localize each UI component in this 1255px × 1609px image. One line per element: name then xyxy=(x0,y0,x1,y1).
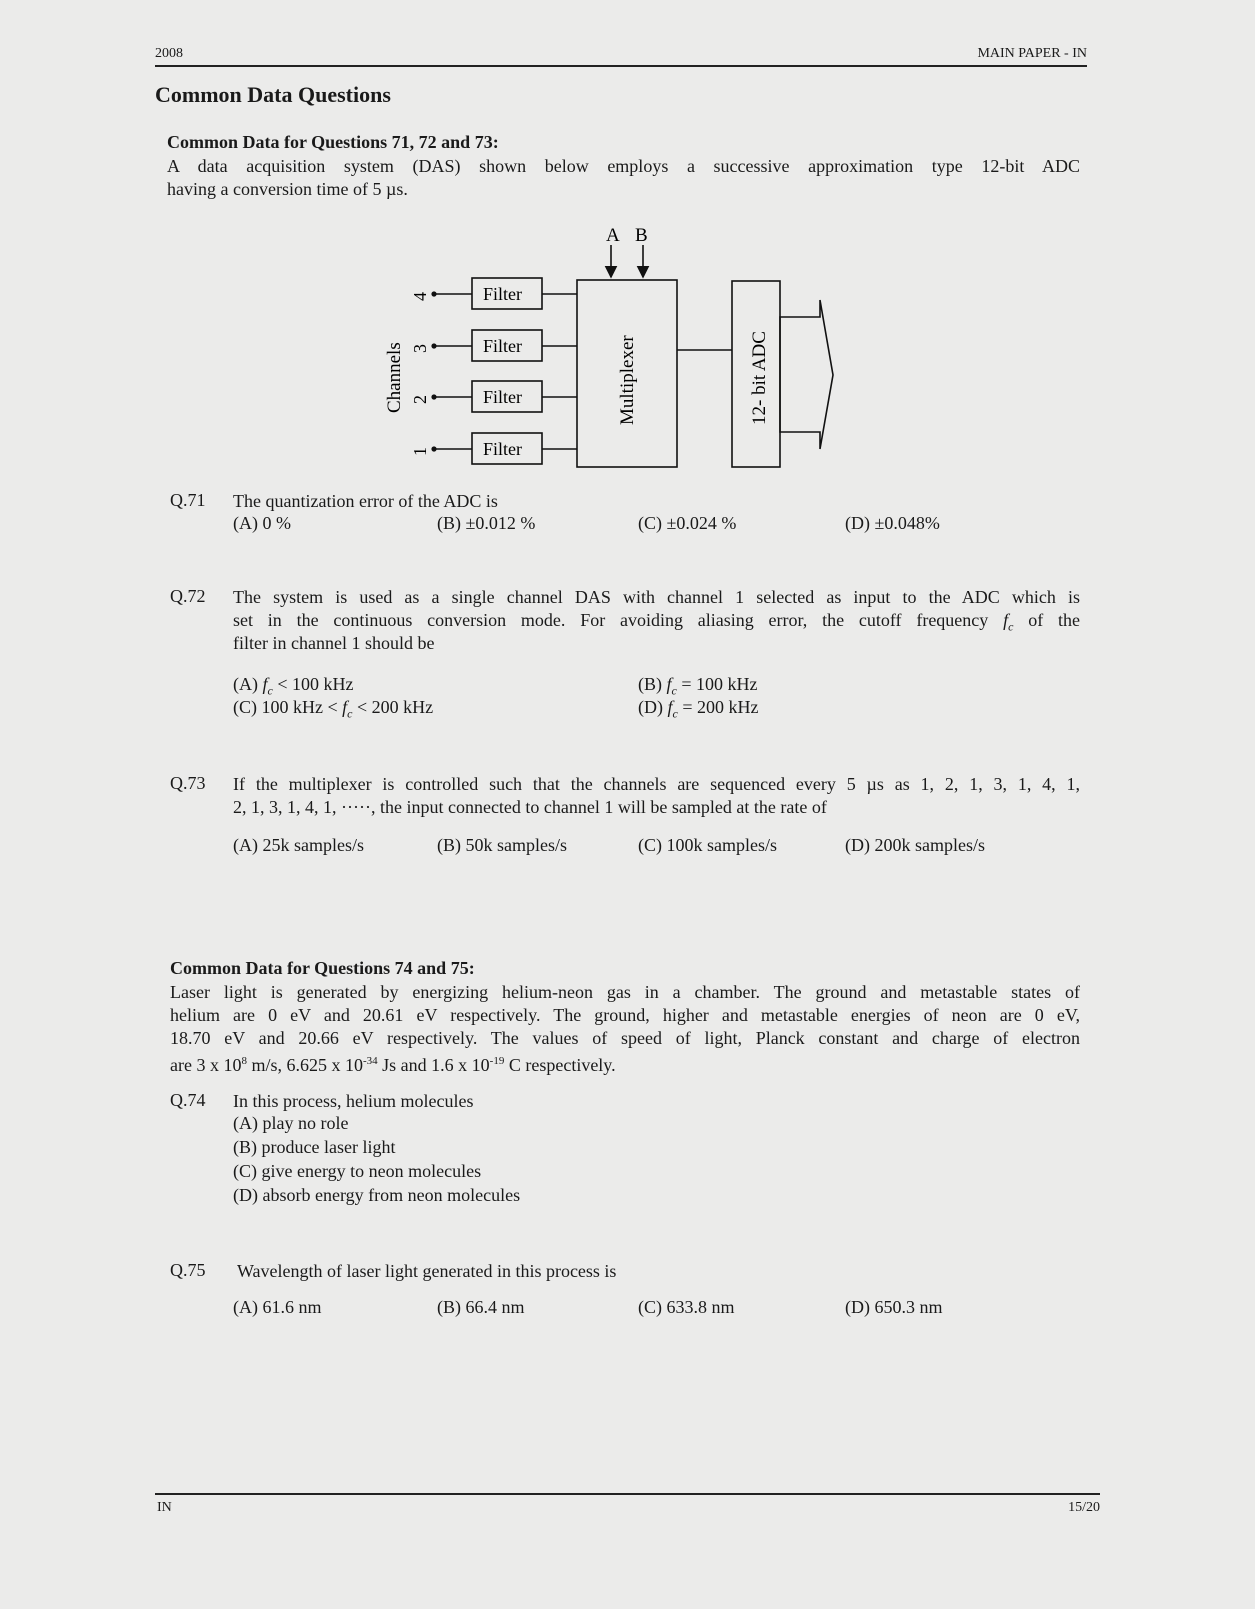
filter-row-3 xyxy=(431,330,577,361)
group2-title: Common Data for Questions 74 and 75: xyxy=(170,958,475,978)
filter-label: Filter xyxy=(483,336,522,356)
q74-option-d: (D) absorb energy from neon molecules xyxy=(233,1185,521,1205)
filter-label: Filter xyxy=(483,284,522,304)
group2-line4: are 3 x $10^8$ m/s, 6.625 x $10^{-34}$ Js and 1.6 x $10^{-19}$ C respectively. xyxy=(170,1055,616,1075)
footer-page: 15/20 xyxy=(1068,1500,1100,1515)
q71-option-c: (C) ±0.024 % xyxy=(638,513,737,533)
filter-row-4 xyxy=(431,278,577,309)
group1-line2: having a conversion time of 5 µs. xyxy=(167,179,408,199)
channel-number-4: 4 xyxy=(410,292,430,301)
q73-number: Q.73 xyxy=(170,773,206,793)
group2-line1: Laser light is generated by energizing helium-neon gas in a chamber. The ground and metastable states of xyxy=(170,982,1080,1002)
filter-row-1 xyxy=(431,433,577,464)
q72-number: Q.72 xyxy=(170,586,206,606)
group2-line3: 18.70 eV and 20.66 eV respectively. The values of speed of light, Planck constant and charge of electron xyxy=(170,1028,1080,1048)
q73-line2: 2, 1, 3, 1, 4, 1, ·····, the input connected to channel 1 will be sampled at the rate of xyxy=(233,797,827,817)
q75-option-b: (B) 66.4 nm xyxy=(437,1297,525,1317)
q72-line1: The system is used as a single channel DAS with channel 1 selected as input to the ADC which is xyxy=(233,587,1080,607)
label-b: B xyxy=(635,225,648,246)
filter-label: Filter xyxy=(483,387,522,407)
multiplexer-label: Multiplexer xyxy=(617,335,638,425)
q71-number: Q.71 xyxy=(170,490,206,510)
q75-option-a: (A) 61.6 nm xyxy=(233,1297,322,1317)
q72-line2: set in the continuous conversion mode. For avoiding aliasing error, the cutoff frequency $f_c$ of the xyxy=(233,610,1081,634)
label-a: A xyxy=(606,225,620,246)
channel-number-2: 2 xyxy=(410,395,430,404)
group2-line2: helium are 0 eV and 20.61 eV respectively. The ground, higher and metastable energies of neon are 0 eV, xyxy=(170,1005,1080,1025)
header-paper: MAIN PAPER - IN xyxy=(977,46,1087,61)
group1-title: Common Data for Questions 71, 72 and 73: xyxy=(167,132,499,152)
q75-text: Wavelength of laser light generated in this process is xyxy=(237,1261,617,1281)
q74-text: In this process, helium molecules xyxy=(233,1091,474,1111)
filter-row-2 xyxy=(431,381,577,412)
output-bus-arrow xyxy=(780,300,833,449)
q72-option-c: (C) 100 kHz < $f_c < 200$ kHz xyxy=(233,697,434,721)
filter-label: Filter xyxy=(483,439,522,459)
q74-number: Q.74 xyxy=(170,1090,206,1110)
channel-number-1: 1 xyxy=(410,447,430,456)
q73-option-b: (B) 50k samples/s xyxy=(437,835,567,855)
q74-option-b: (B) produce laser light xyxy=(233,1137,396,1157)
q73-option-a: (A) 25k samples/s xyxy=(233,835,364,855)
q71-option-b: (B) ±0.012 % xyxy=(437,513,536,533)
adc-label: 12- bit ADC xyxy=(749,331,770,425)
footer-rule xyxy=(155,1493,1100,1495)
q73-option-d: (D) 200k samples/s xyxy=(845,835,985,855)
channels-label: Channels xyxy=(384,342,405,413)
channel-number-3: 3 xyxy=(410,344,430,353)
q72-option-d: (D) $f_c = 200$ kHz xyxy=(638,697,759,721)
q71-text: The quantization error of the ADC is xyxy=(233,491,498,511)
footer-code: IN xyxy=(157,1500,172,1515)
q74-option-a: (A) play no role xyxy=(233,1113,349,1133)
q73-line1: If the multiplexer is controlled such that the channels are sequenced every 5 µs as 1, 2, 1, 3, 1, 4, 1, xyxy=(233,774,1080,794)
q72-line3: filter in channel 1 should be xyxy=(233,633,435,653)
header-year: 2008 xyxy=(155,46,183,61)
q71-option-d: (D) ±0.048% xyxy=(845,513,940,533)
header-rule xyxy=(155,65,1087,67)
section-title: Common Data Questions xyxy=(155,82,391,107)
q72-option-a: (A) $f_c < 100$ kHz xyxy=(233,674,354,698)
q74-option-c: (C) give energy to neon molecules xyxy=(233,1161,482,1181)
q75-number: Q.75 xyxy=(170,1260,206,1280)
das-diagram xyxy=(370,215,850,485)
group1-line1: A data acquisition system (DAS) shown below employs a successive approximation type 12-bit ADC xyxy=(167,156,1080,176)
q73-option-c: (C) 100k samples/s xyxy=(638,835,777,855)
q75-option-d: (D) 650.3 nm xyxy=(845,1297,943,1317)
q71-option-a: (A) 0 % xyxy=(233,513,291,533)
q72-option-b: (B) $f_c = 100$ kHz xyxy=(638,674,758,698)
q75-option-c: (C) 633.8 nm xyxy=(638,1297,735,1317)
